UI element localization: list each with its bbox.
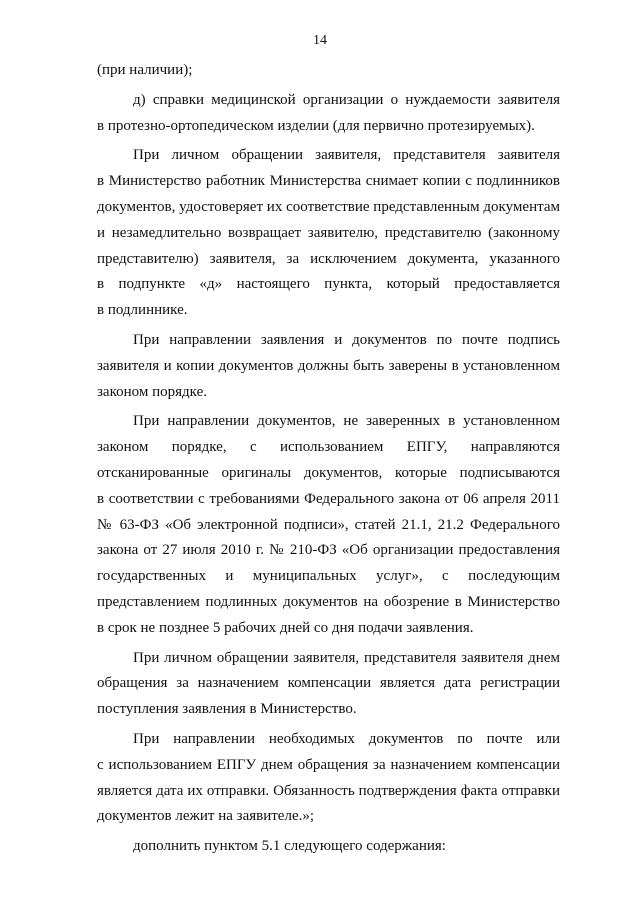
text-line: отсканированные оригиналы документов, которые подписываются bbox=[97, 464, 560, 481]
text-line: законом порядке, с использованием ЕПГУ, направляются bbox=[97, 439, 560, 456]
text-line: При личном обращении заявителя, представителя заявителя bbox=[133, 147, 560, 164]
text-line: в срок не позднее 5 рабочих дней со дня подачи заявления. bbox=[97, 619, 474, 636]
text-line: в подлиннике. bbox=[97, 302, 188, 319]
text-line: При направлении необходимых документов по почте или bbox=[133, 730, 560, 747]
text-line: д) справки медицинской организации о нуждаемости заявителя bbox=[133, 91, 560, 108]
text-line: является дата их отправки. Обязанность подтверждения факта отправки bbox=[97, 782, 560, 799]
text-line: в Министерство работник Министерства снимает копии с подлинников bbox=[97, 173, 560, 190]
page-number: 14 bbox=[313, 33, 327, 48]
text-line: При личном обращении заявителя, представителя заявителя днем bbox=[133, 649, 560, 666]
text-line: обращения за назначением компенсации является дата регистрации bbox=[97, 675, 560, 692]
text-line: документов лежит на заявителе.»; bbox=[97, 808, 315, 825]
text-line: с использованием ЕПГУ днем обращения за назначением компенсации bbox=[97, 756, 560, 773]
text-line: (при наличии); bbox=[97, 62, 193, 78]
text-line: и незамедлительно возвращает заявителю, представителю (законному bbox=[97, 224, 560, 241]
text-line: в соответствии с требованиями Федерального закона от 06 апреля 2011 bbox=[97, 490, 560, 507]
text-line: № 63-ФЗ «Об электронной подписи», статей 21.1, 21.2 Федерального bbox=[97, 516, 560, 533]
text-line: представлением подлинных документов на обозрение в Министерство bbox=[97, 593, 560, 610]
text-line: поступления заявления в Министерство. bbox=[97, 701, 357, 718]
text-line: законом порядке. bbox=[97, 383, 207, 400]
text-line: в подпункте «д» настоящего пункта, который предоставляется bbox=[97, 276, 560, 293]
text-line: закона от 27 июля 2010 г. № 210-ФЗ «Об организации предоставления bbox=[97, 542, 560, 559]
document-body bbox=[97, 58, 560, 860]
text-line: При направлении документов, не заверенных в установленном bbox=[133, 413, 560, 430]
text-line: дополнить пунктом 5.1 следующего содержания: bbox=[133, 838, 446, 855]
text-line: При направлении заявления и документов по почте подпись bbox=[133, 331, 560, 348]
text-line: представителю) заявителя, за исключением документа, указанного bbox=[97, 250, 560, 267]
text-line: документов, удостоверяет их соответствие представленным документам bbox=[97, 198, 560, 215]
text-line: заявителя и копии документов должны быть заверены в установленном bbox=[97, 357, 560, 374]
text-line: государственных и муниципальных услуг», с последующим bbox=[97, 568, 560, 585]
text-line: в протезно-ортопедическом изделии (для первично протезируемых). bbox=[97, 117, 535, 134]
